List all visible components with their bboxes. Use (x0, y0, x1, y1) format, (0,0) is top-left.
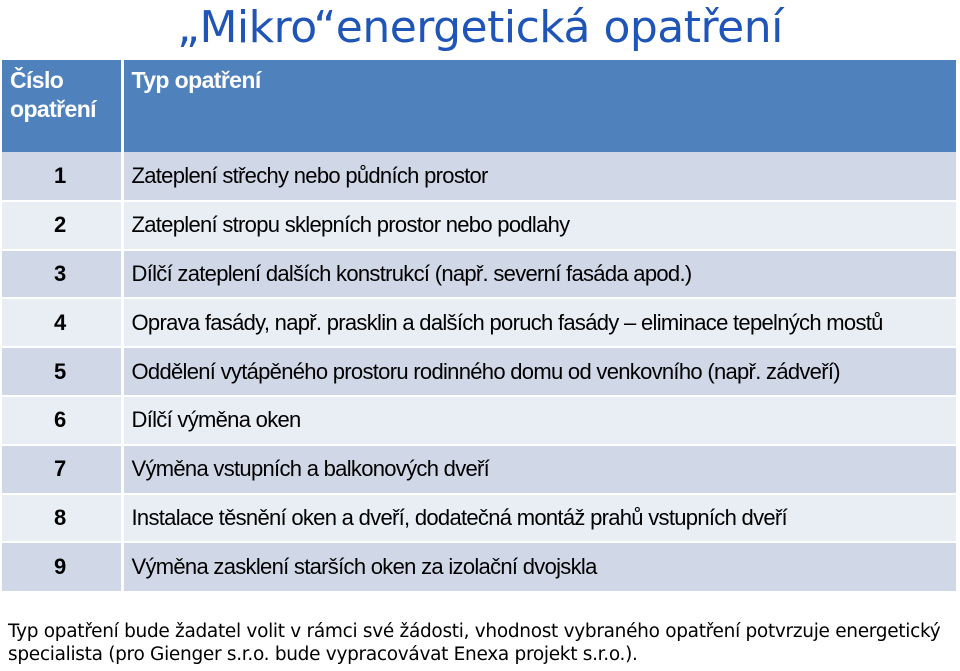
table-row (2, 298, 956, 347)
row-number: 6 (2, 396, 122, 445)
footnote: Typ opatření bude žadatel volit v rámci své žádosti, vhodnost vybraného opatření potvrzuje energetický specialista (pro Gienger s.r.o. bude vypracovávat Enexa projekt s.r.o.). (8, 621, 941, 665)
row-number: 4 (2, 298, 122, 347)
row-type: Zateplení střechy nebo půdních prostor (122, 152, 956, 201)
table-row (2, 152, 956, 201)
table-row (2, 250, 956, 299)
table-row (2, 542, 956, 591)
row-type: Instalace těsnění oken a dveří, dodatečná montáž prahů vstupních dveří (122, 494, 956, 543)
row-type: Výměna vstupních a balkonových dveří (122, 445, 956, 494)
row-number: 3 (2, 250, 122, 299)
row-number: 9 (2, 542, 122, 591)
header-type: Typ opatření (122, 60, 956, 152)
row-type: Dílčí zateplení dalších konstrukcí (např. severní fasáda apod.) (122, 250, 956, 299)
table-header-row (2, 60, 956, 152)
page-title: „Mikro“energetická opatření (177, 2, 783, 53)
table-row (2, 445, 956, 494)
row-number: 7 (2, 445, 122, 494)
row-number: 8 (2, 494, 122, 543)
row-type: Zateplení stropu sklepních prostor nebo podlahy (122, 201, 956, 250)
row-type: Oddělení vytápěného prostoru rodinného domu od venkovního (např. zádveří) (122, 347, 956, 396)
row-type: Oprava fasády, např. prasklin a dalších poruch fasády – eliminace tepelných mostů (122, 298, 956, 347)
table-row (2, 347, 956, 396)
row-number: 2 (2, 201, 122, 250)
row-number: 1 (2, 152, 122, 201)
table-row (2, 201, 956, 250)
row-type: Výměna zasklení starších oken za izolační dvojskla (122, 542, 956, 591)
measures-table (2, 60, 956, 591)
row-number: 5 (2, 347, 122, 396)
table-row (2, 494, 956, 543)
header-number: Číslo opatření (2, 60, 122, 152)
row-type: Dílčí výměna oken (122, 396, 956, 445)
table-row (2, 396, 956, 445)
